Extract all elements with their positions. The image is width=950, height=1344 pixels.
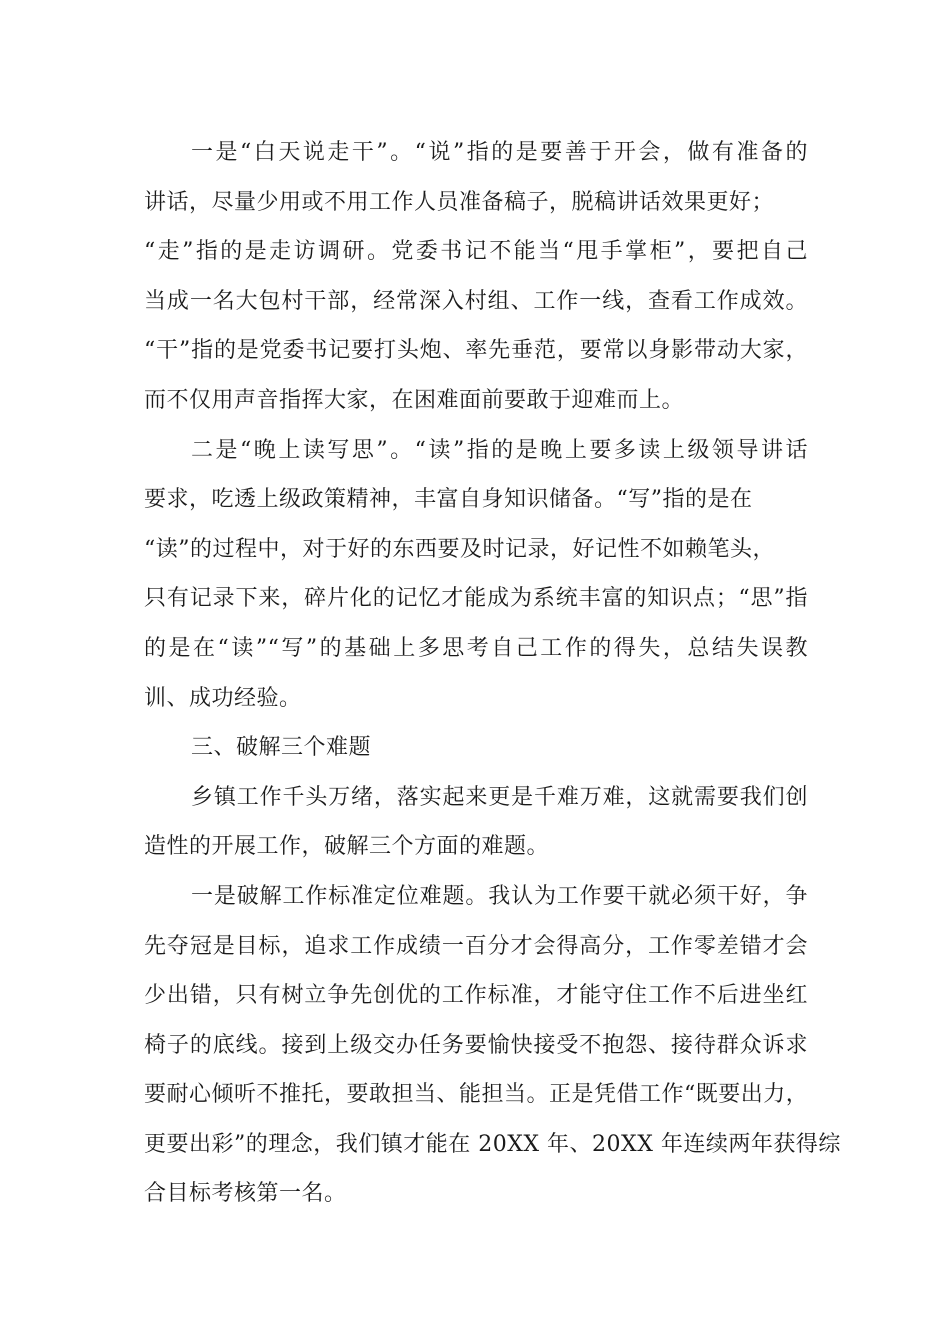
text-line: 要耐心倾听不推托，要敢担当、能担当。正是凭借工作“既要出力，	[144, 1082, 809, 1108]
text-line: 先夺冠是目标，追求工作成绩一百分才会得高分，工作零差错才会	[144, 933, 808, 959]
text-line: 少出错，只有树立争先创优的工作标准，才能守住工作不后进坐红	[144, 983, 808, 1009]
text-line: 二是“晚上读写思”。“读”指的是晚上要多读上级领导讲话	[191, 437, 808, 463]
text-line: 一是破解工作标准定位难题。我认为工作要干就必须干好，争	[191, 883, 808, 909]
text-line: 当成一名大包村干部，经常深入村组、工作一线，查看工作成效。	[144, 288, 808, 314]
text-line: 训、成功经验。	[144, 685, 302, 711]
text-line: 要求，吃透上级政策精神，丰富自身知识储备。“写”指的是在	[144, 487, 753, 513]
text-line: 而不仅用声音指挥大家，在困难面前要敢于迎难而上。	[144, 387, 685, 413]
text-line: 合目标考核第一名。	[144, 1181, 347, 1207]
document-body	[144, 128, 841, 1219]
text-line: 只有记录下来，碎片化的记忆才能成为系统丰富的知识点；“思”指	[144, 586, 808, 612]
section-heading: 三、破解三个难题	[191, 735, 372, 761]
text-line: “走”指的是走访调研。党委书记不能当“甩手掌柜”，要把自己	[144, 239, 808, 265]
text-line: 的是在“读”“写”的基础上多思考自己工作的得失，总结失误教	[144, 635, 808, 661]
text-line: “读”的过程中，对于好的东西要及时记录，好记性不如赖笔头，	[144, 536, 775, 562]
text-line: 一是“白天说走干”。“说”指的是要善于开会，做有准备的	[191, 140, 808, 165]
text-line: 更要出彩”的理念，我们镇才能在 20XX 年、20XX 年连续两年获得综	[144, 1131, 841, 1157]
text-line: 乡镇工作千头万绪，落实起来更是千难万难，这就需要我们创	[191, 784, 808, 810]
text-line: “干”指的是党委书记要打头炮、率先垂范，要常以身影带动大家，	[144, 338, 808, 364]
text-line: 造性的开展工作，破解三个方面的难题。	[144, 834, 550, 860]
text-line: 讲话，尽量少用或不用工作人员准备稿子，脱稿讲话效果更好；	[144, 189, 775, 215]
text-line: 椅子的底线。接到上级交办任务要愉快接受不抱怨、接待群众诉求	[144, 1032, 808, 1058]
